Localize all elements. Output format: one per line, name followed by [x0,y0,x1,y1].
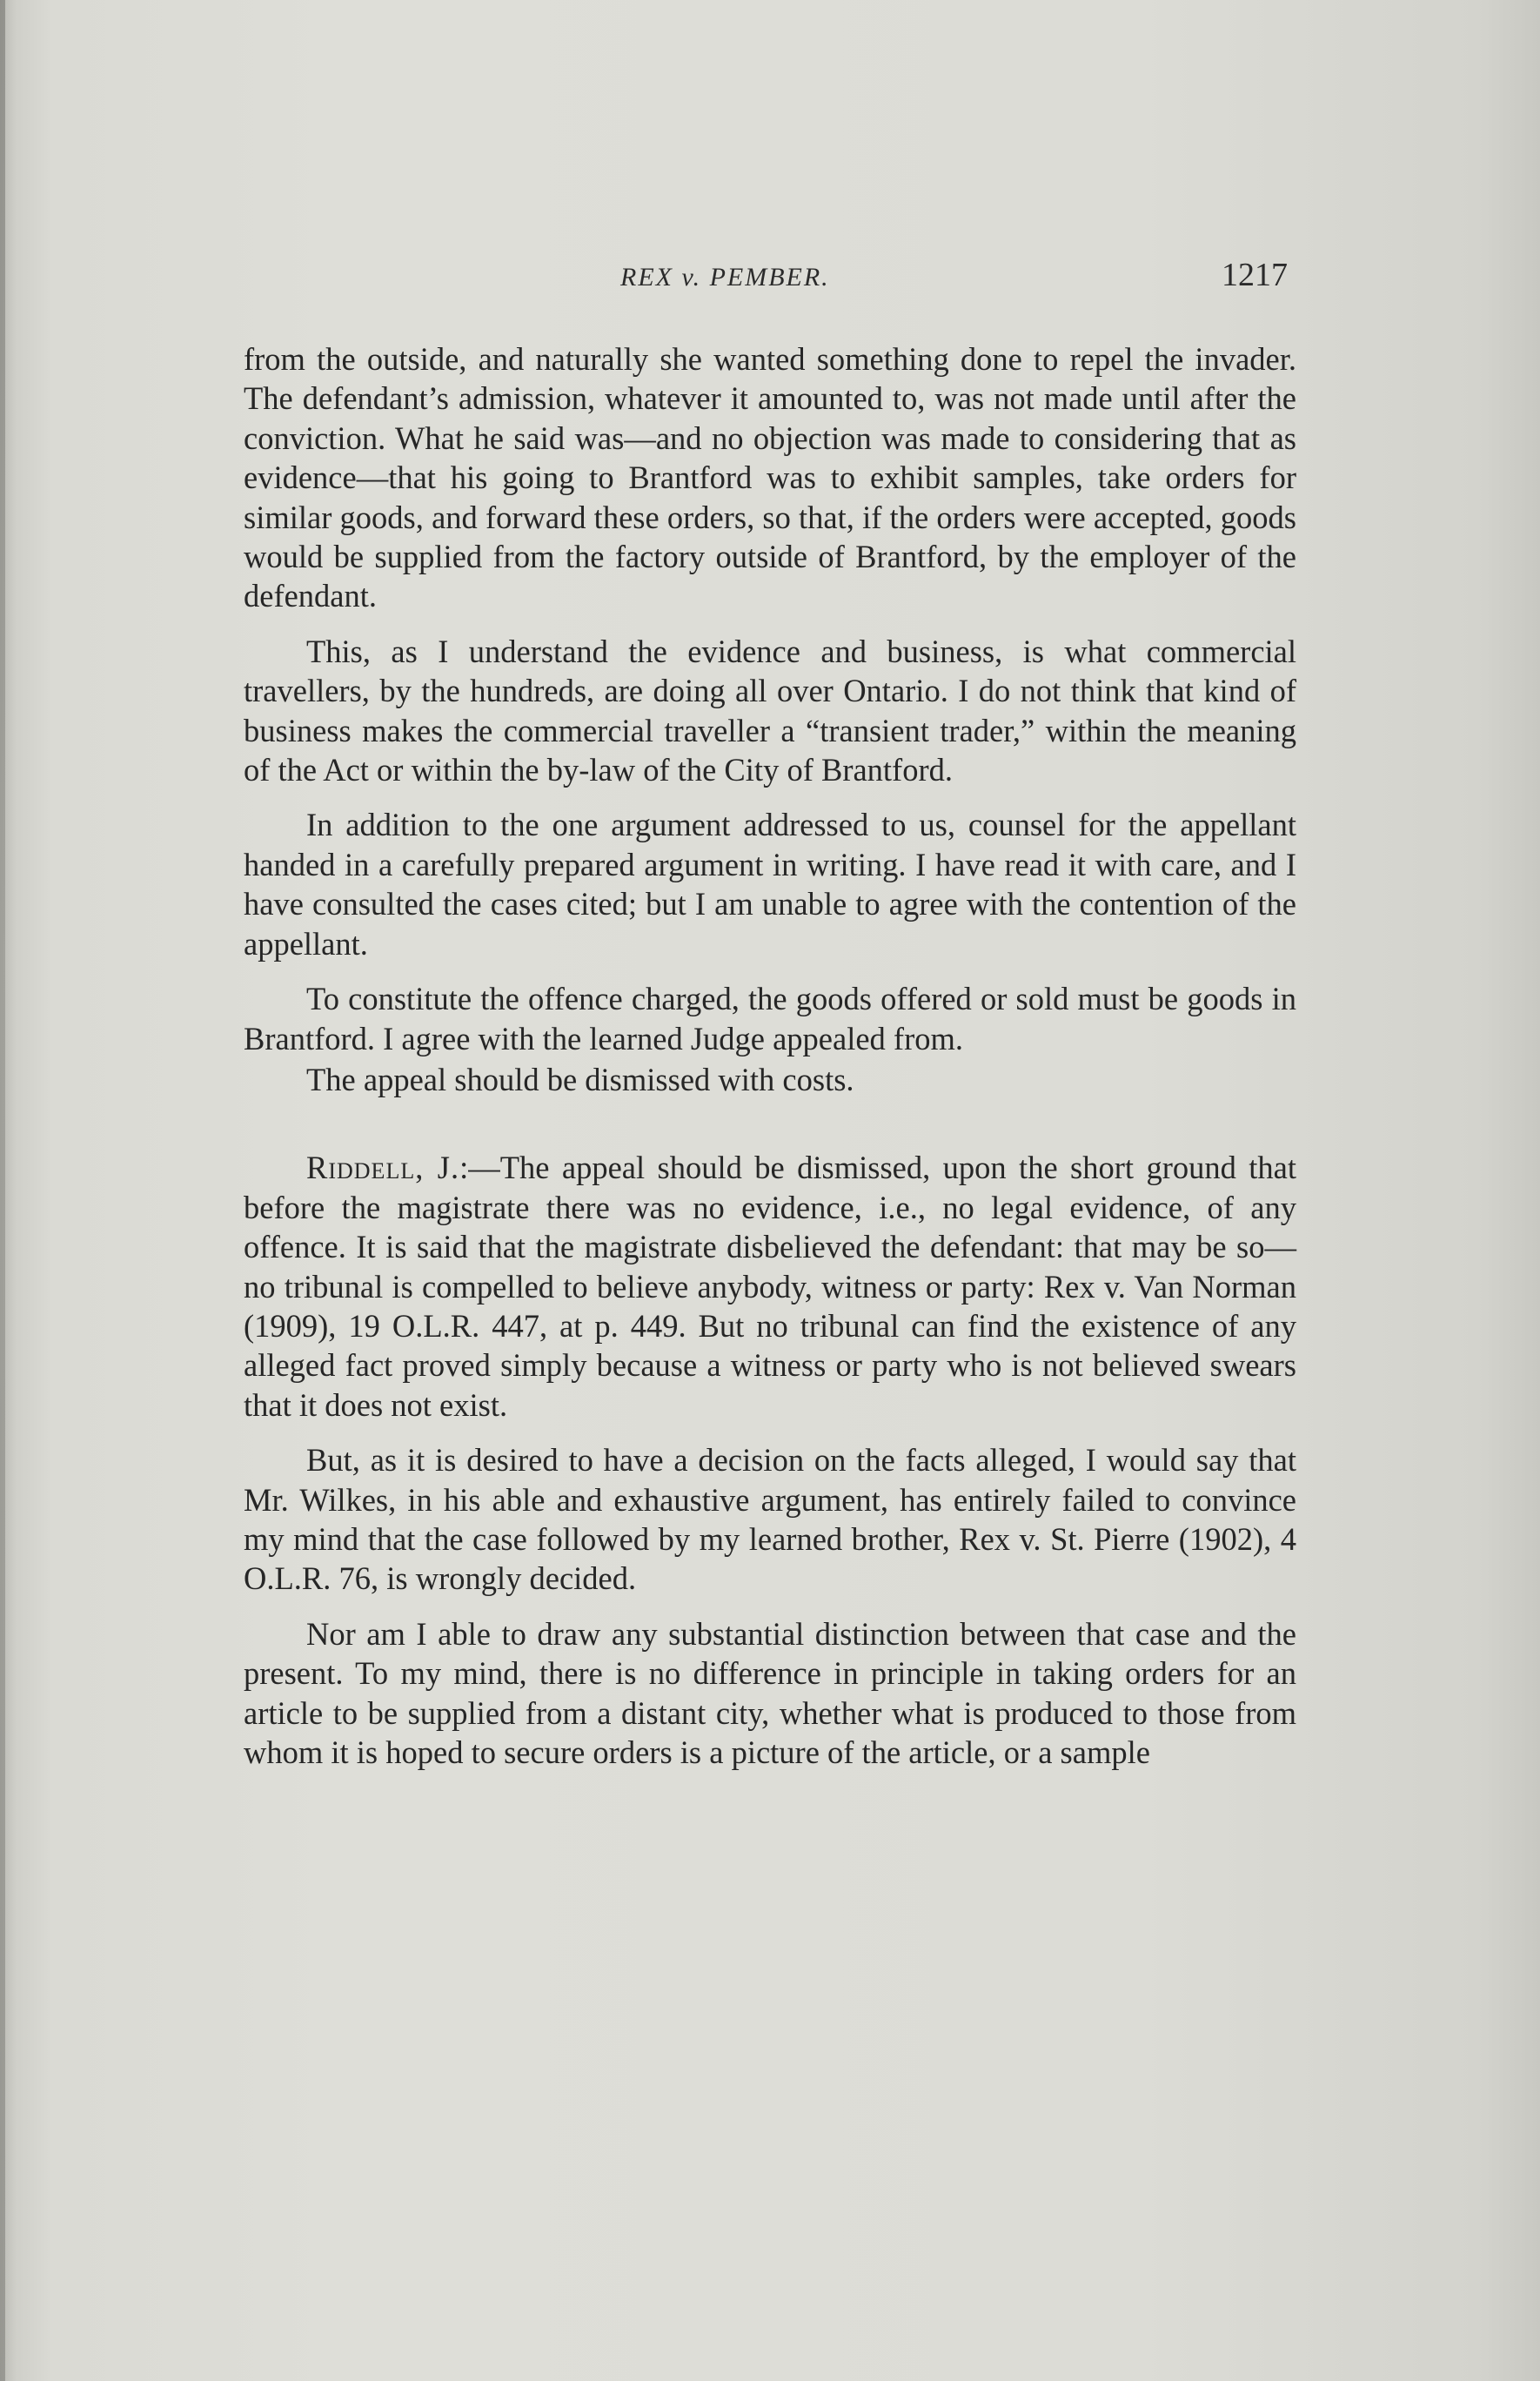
paragraph-continued: from the outside, and naturally she wanted something done to repel the invader. The defendant’s admission, whatever it amounted to, was not made until after the conviction. What he said was—and no objection was made to considering that as evidence—that his going to Brantford was to exhibit samples, take orders for similar goods, and forward these orders, so that, if the orders were accepted, goods would be supplied from the factory outside of Brantford, by the employer of the defendant. [244,341,1296,614]
paragraph: But, as it is desired to have a decision on the facts alleged, I would say that Mr. Wilkes, in his able and exhaustive argument, has entirely failed to convince my mind that the case followed by my learned brother, Rex v. St. Pierre (1902), 4 O.L.R. 76, is wrongly decided. [244,1442,1296,1597]
paragraph: This, as I understand the evidence and business, is what commercial travellers, by the hundreds, are doing all over Ontario. I do not think that kind of business makes the commercial traveller a “transient trader,” within the meaning of the Act or within the by-law of the City of Brantford. [244,633,1296,788]
paragraph: To constitute the offence charged, the goods offered or sold must be goods in Brantford. I agree with the learned Judge appealed from. [244,981,1296,1056]
page-number: 1217 [1222,257,1288,293]
running-header [244,256,1288,299]
body-text [244,339,1296,1772]
running-title: REX v. PEMBER. [620,263,830,292]
binding-gutter [0,0,5,2381]
paragraph: Nor am I able to draw any substantial distinction between that case and the present. To my mind, there is no difference in principle in taking orders for an article to be supplied from a distant city, whether what is produced to those from whom it is hoped to secure orders is a picture of the article, or a sample [244,1615,1296,1770]
judgment-text: :—The appeal should be dismissed, upon the short ground that before the magistrate there was no evidence, i.e., no legal evidence, of any offence. It is said that the magistrate disbelieved the defendant: that may be so—no tribunal is compelled to believe anybody, witness or party: Rex v. Van Norman (1909), 19 O.L.R. 447, at p. 449. But no tribunal can find the existence of any alleged fact proved simply because a witness or party who is not believed swears that it does not exist. [244,1150,1297,1423]
judge-name: Riddell, J. [306,1150,460,1186]
paragraph: The appeal should be dismissed with costs. [306,1061,854,1097]
paragraph-judgment-start [244,1148,1296,1425]
paragraph: In addition to the one argument addressed to us, counsel for the appellant handed in a carefully prepared argument in writing. I have read it with care, and I have consulted the cases cited; but I am unable to agree with the contention of the appellant. [244,807,1296,962]
